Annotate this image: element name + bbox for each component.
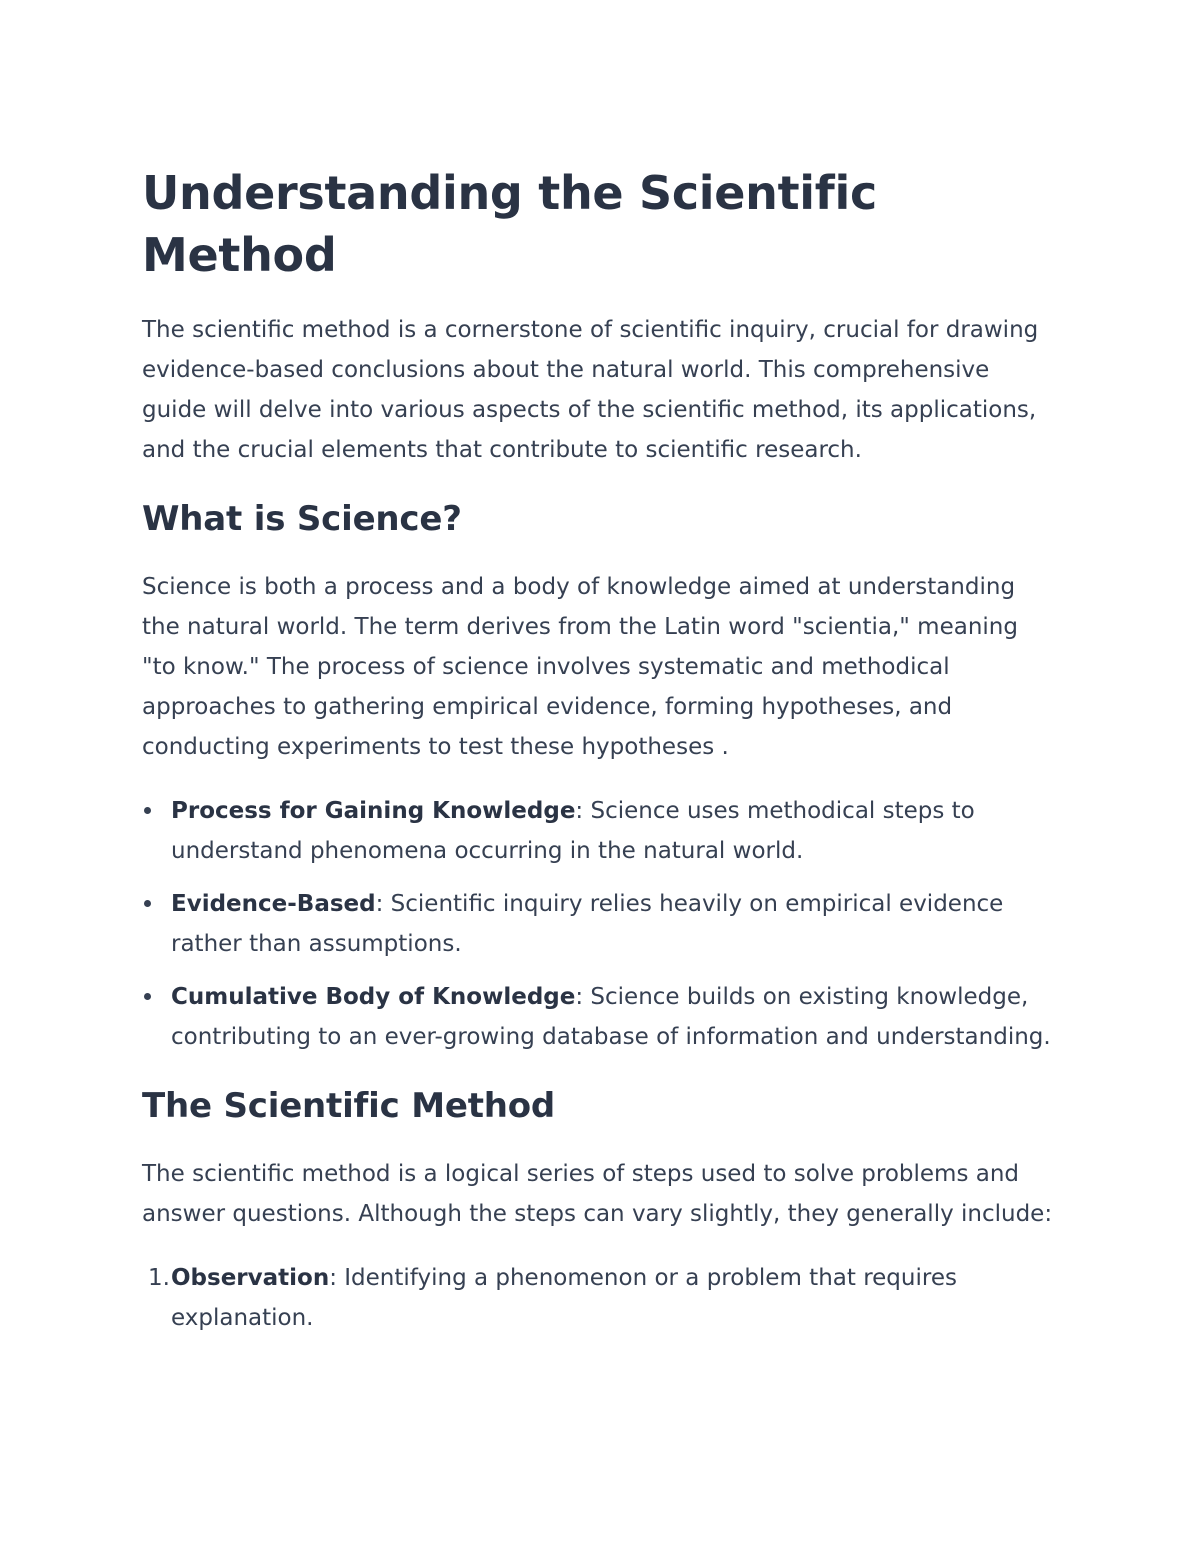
science-paragraph: Science is both a process and a body of knowledge aimed at understanding the natural world. The term derives from the Latin word "scientia," meaning "to know." The process of science involves systematic and methodical approaches to gathering empirical evidence, forming hypotheses, and conducting experiments to test these hypotheses . (142, 574, 1018, 760)
list-item (142, 884, 1057, 964)
list-item-text: : Scientific inquiry relies heavily on empirical evidence rather than assumptions. (171, 891, 1004, 957)
page-title: Understanding the Scientific Method (142, 166, 877, 282)
section-heading-scientific-method: The Scientific Method (142, 1086, 556, 1126)
science-bullet-list (142, 791, 1057, 1057)
list-item-text: : Identifying a phenomenon or a problem that requires explanation. (171, 1265, 957, 1331)
list-item-term: Process for Gaining Knowledge (171, 798, 576, 824)
list-item (142, 1258, 1057, 1338)
bullet-icon (144, 807, 151, 814)
section-heading-what-is-science: What is Science? (142, 499, 462, 539)
intro-paragraph: The scientific method is a cornerstone of scientific inquiry, crucial for drawing evidence-based conclusions about the natural world. This comprehensive guide will delve into various aspects of the scientific method, its applications, and the crucial elements that contribute to scientific research. (142, 317, 1039, 463)
bullet-icon (144, 900, 151, 907)
list-item-text: : Science builds on existing knowledge, contributing to an ever-growing database of information and understanding. (171, 984, 1051, 1050)
bullet-icon (144, 993, 151, 1000)
list-item-term: Cumulative Body of Knowledge (171, 984, 576, 1010)
document-page (142, 162, 1057, 1362)
list-item (142, 977, 1057, 1057)
list-item-term: Observation (171, 1265, 330, 1291)
list-item-text: : Science uses methodical steps to understand phenomena occurring in the natural world. (171, 798, 975, 864)
list-item (142, 791, 1057, 871)
step-number: 1. (148, 1265, 170, 1291)
list-item-term: Evidence-Based (171, 891, 376, 917)
method-steps-list (142, 1258, 1057, 1338)
method-paragraph: The scientific method is a logical series of steps used to solve problems and answer questions. Although the steps can vary slightly, they generally include: (142, 1161, 1053, 1227)
